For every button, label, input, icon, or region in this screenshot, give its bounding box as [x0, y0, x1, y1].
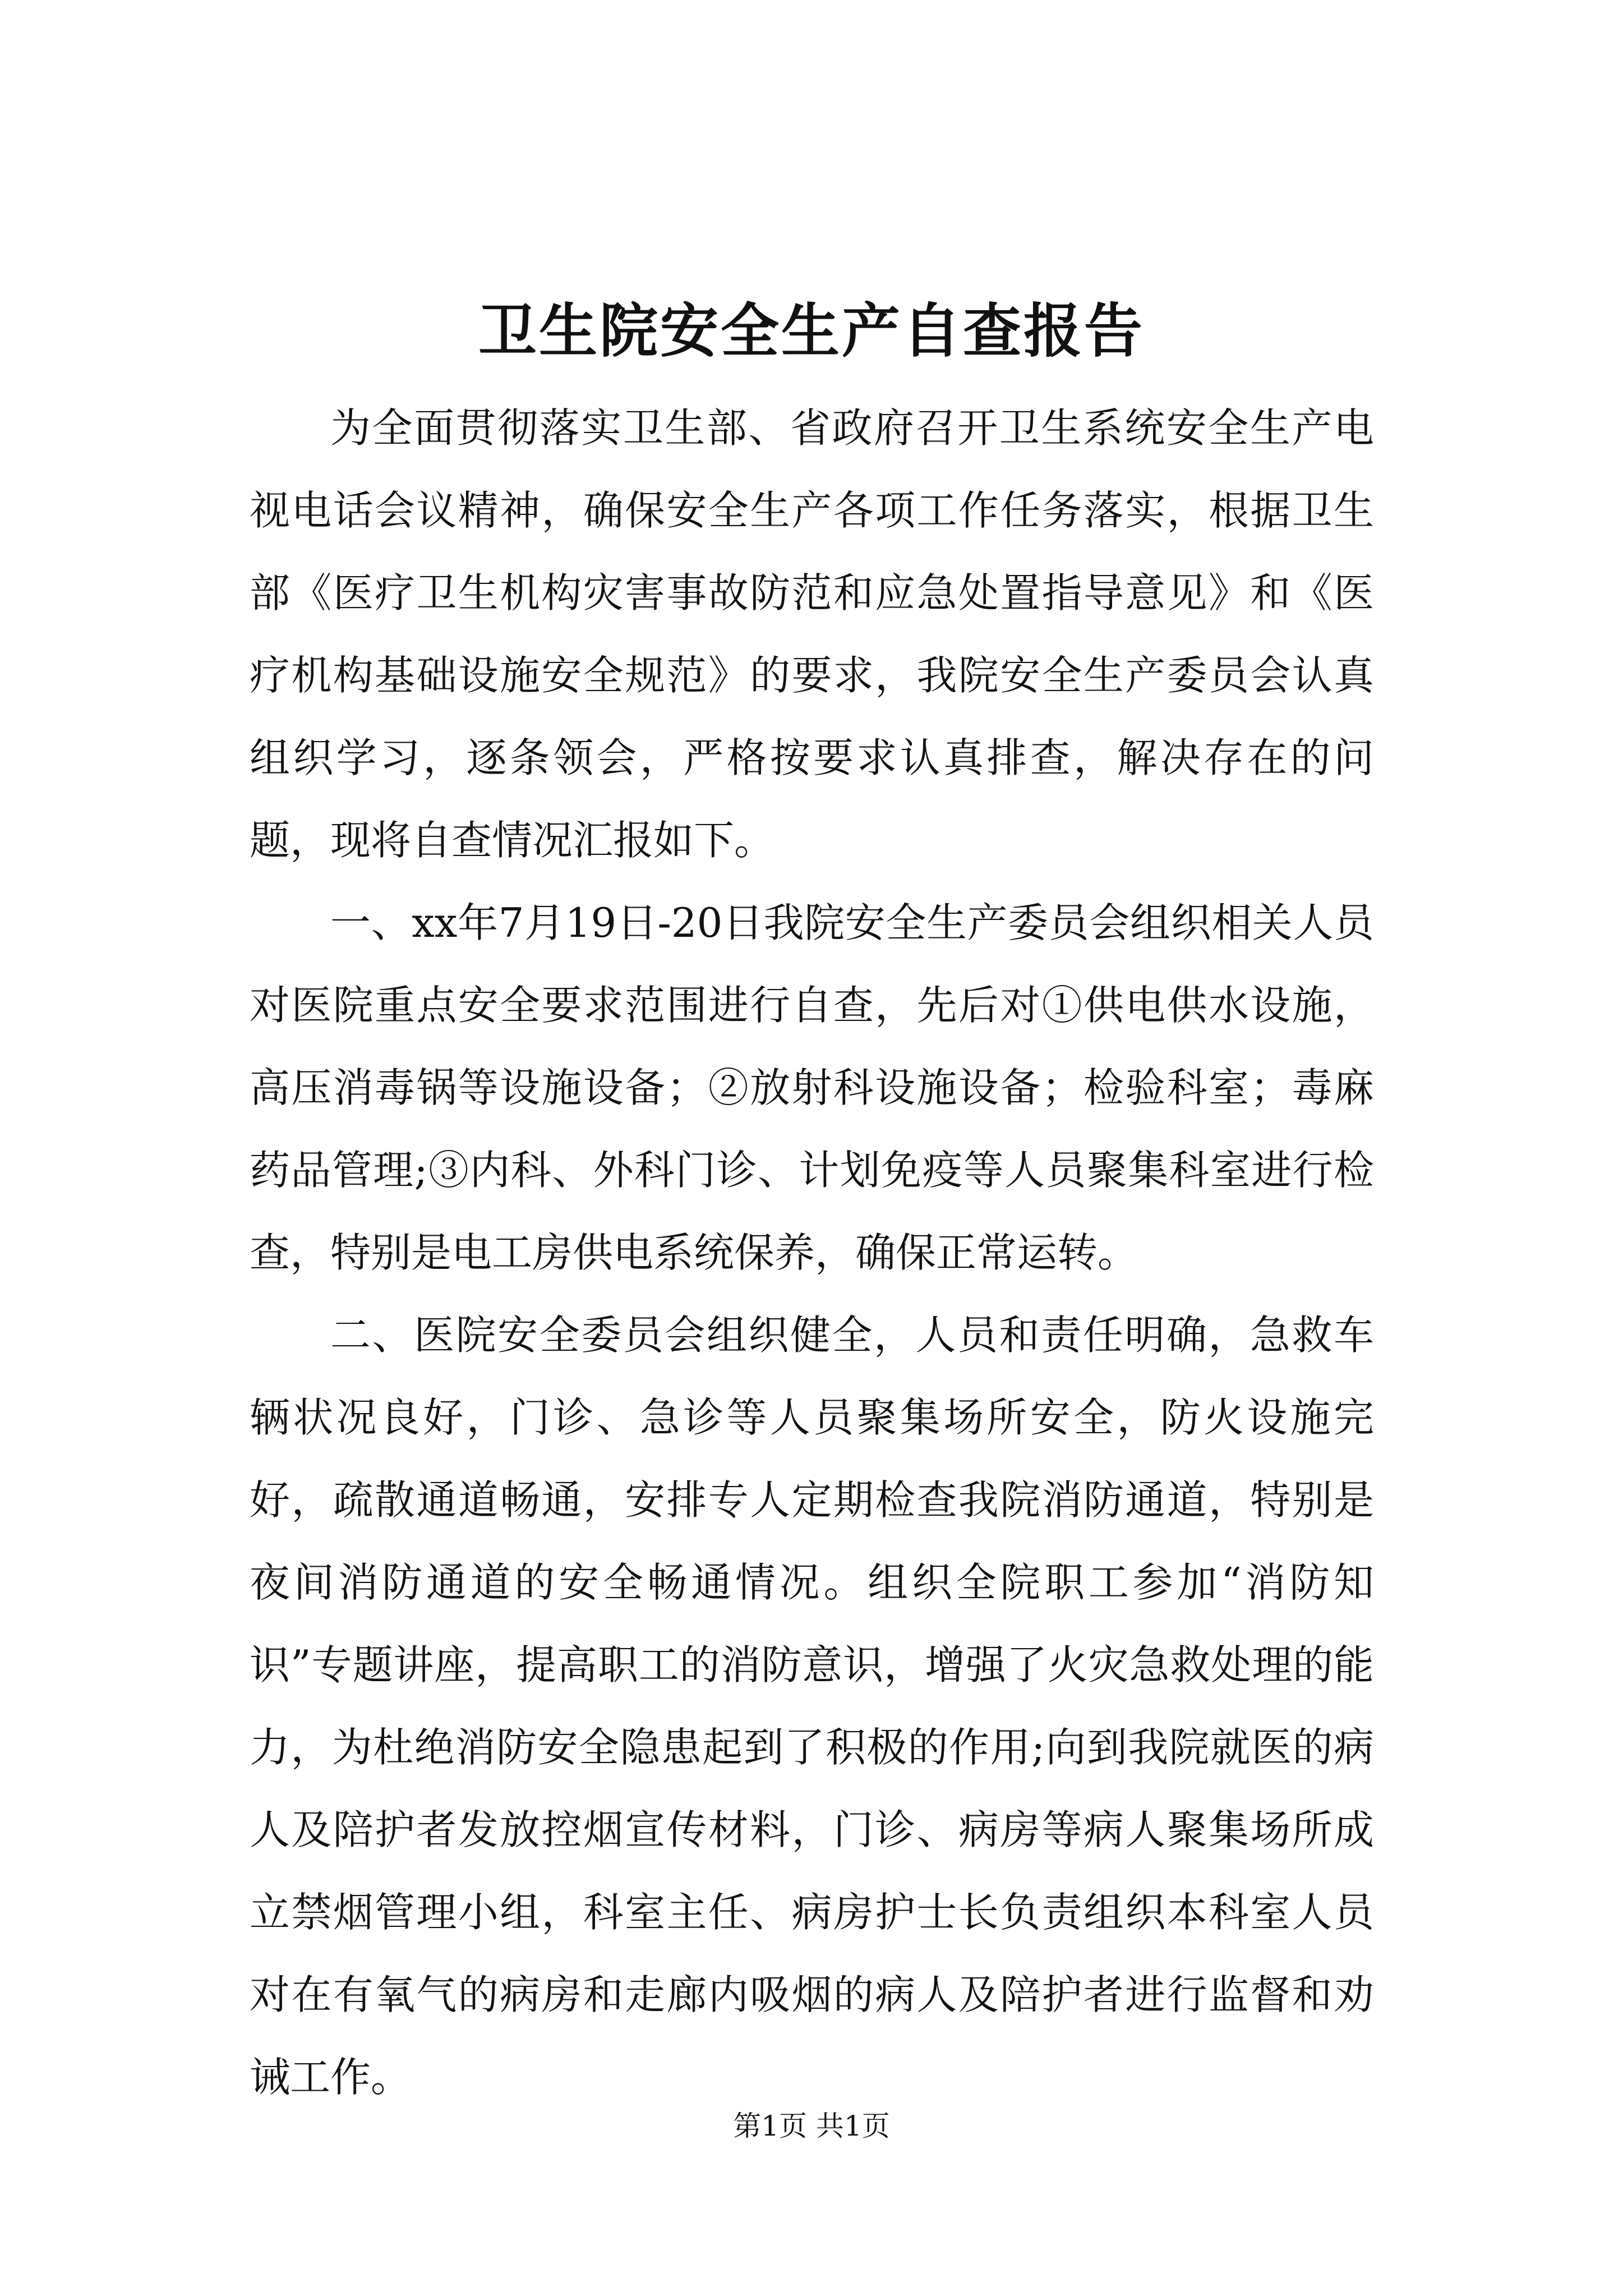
paragraph-intro: 为全面贯彻落实卫生部、省政府召开卫生系统安全生产电视电话会议精神，确保安全生产各项工作任务落实，根据卫生部《医疗卫生机构灾害事故防范和应急处置指导意见》和《医疗机构基础设施安全规范》的要求，我院安全生产委员会认真组织学习，逐条领会，严格按要求认真排查，解决存在的问题，现将自查情况汇报如下。 [250, 404, 1374, 864]
document-body [250, 387, 1374, 2119]
page-number-footer: 第1页 共1页 [733, 2110, 890, 2142]
paragraph-section-two: 二、医院安全委员会组织健全，人员和责任明确，急救车辆状况良好，门诊、急诊等人员聚集场所安全，防火设施完好，疏散通道畅通，安排专人定期检查我院消防通道，特别是夜间消防通道的安全畅通情况。组织全院职工参加“消防知识”专题讲座，提高职工的消防意识，增强了火灾急救处理的能力，为杜绝消防安全隐患起到了积极的作用;向到我院就医的病人及陪护者发放控烟宣传材料，门诊、病房等病人聚集场所成立禁烟管理小组，科室主任、病房护士长负责组织本科室人员对在有氧气的病房和走廊内吸烟的病人及陪护者进行监督和劝诫工作。 [250, 1312, 1374, 2101]
paragraph-section-one: 一、xx年7月19日-20日我院安全生产委员会组织相关人员对医院重点安全要求范围进行自查，先后对①供电供水设施，高压消毒锅等设施设备；②放射科设施设备；检验科室；毒麻药品管理;③内科、外科门诊、计划免疫等人员聚集科室进行检查，特别是电工房供电系统保养，确保正常运转。 [250, 899, 1374, 1276]
document-title: 卫生院安全生产自查报告 [478, 296, 1145, 365]
